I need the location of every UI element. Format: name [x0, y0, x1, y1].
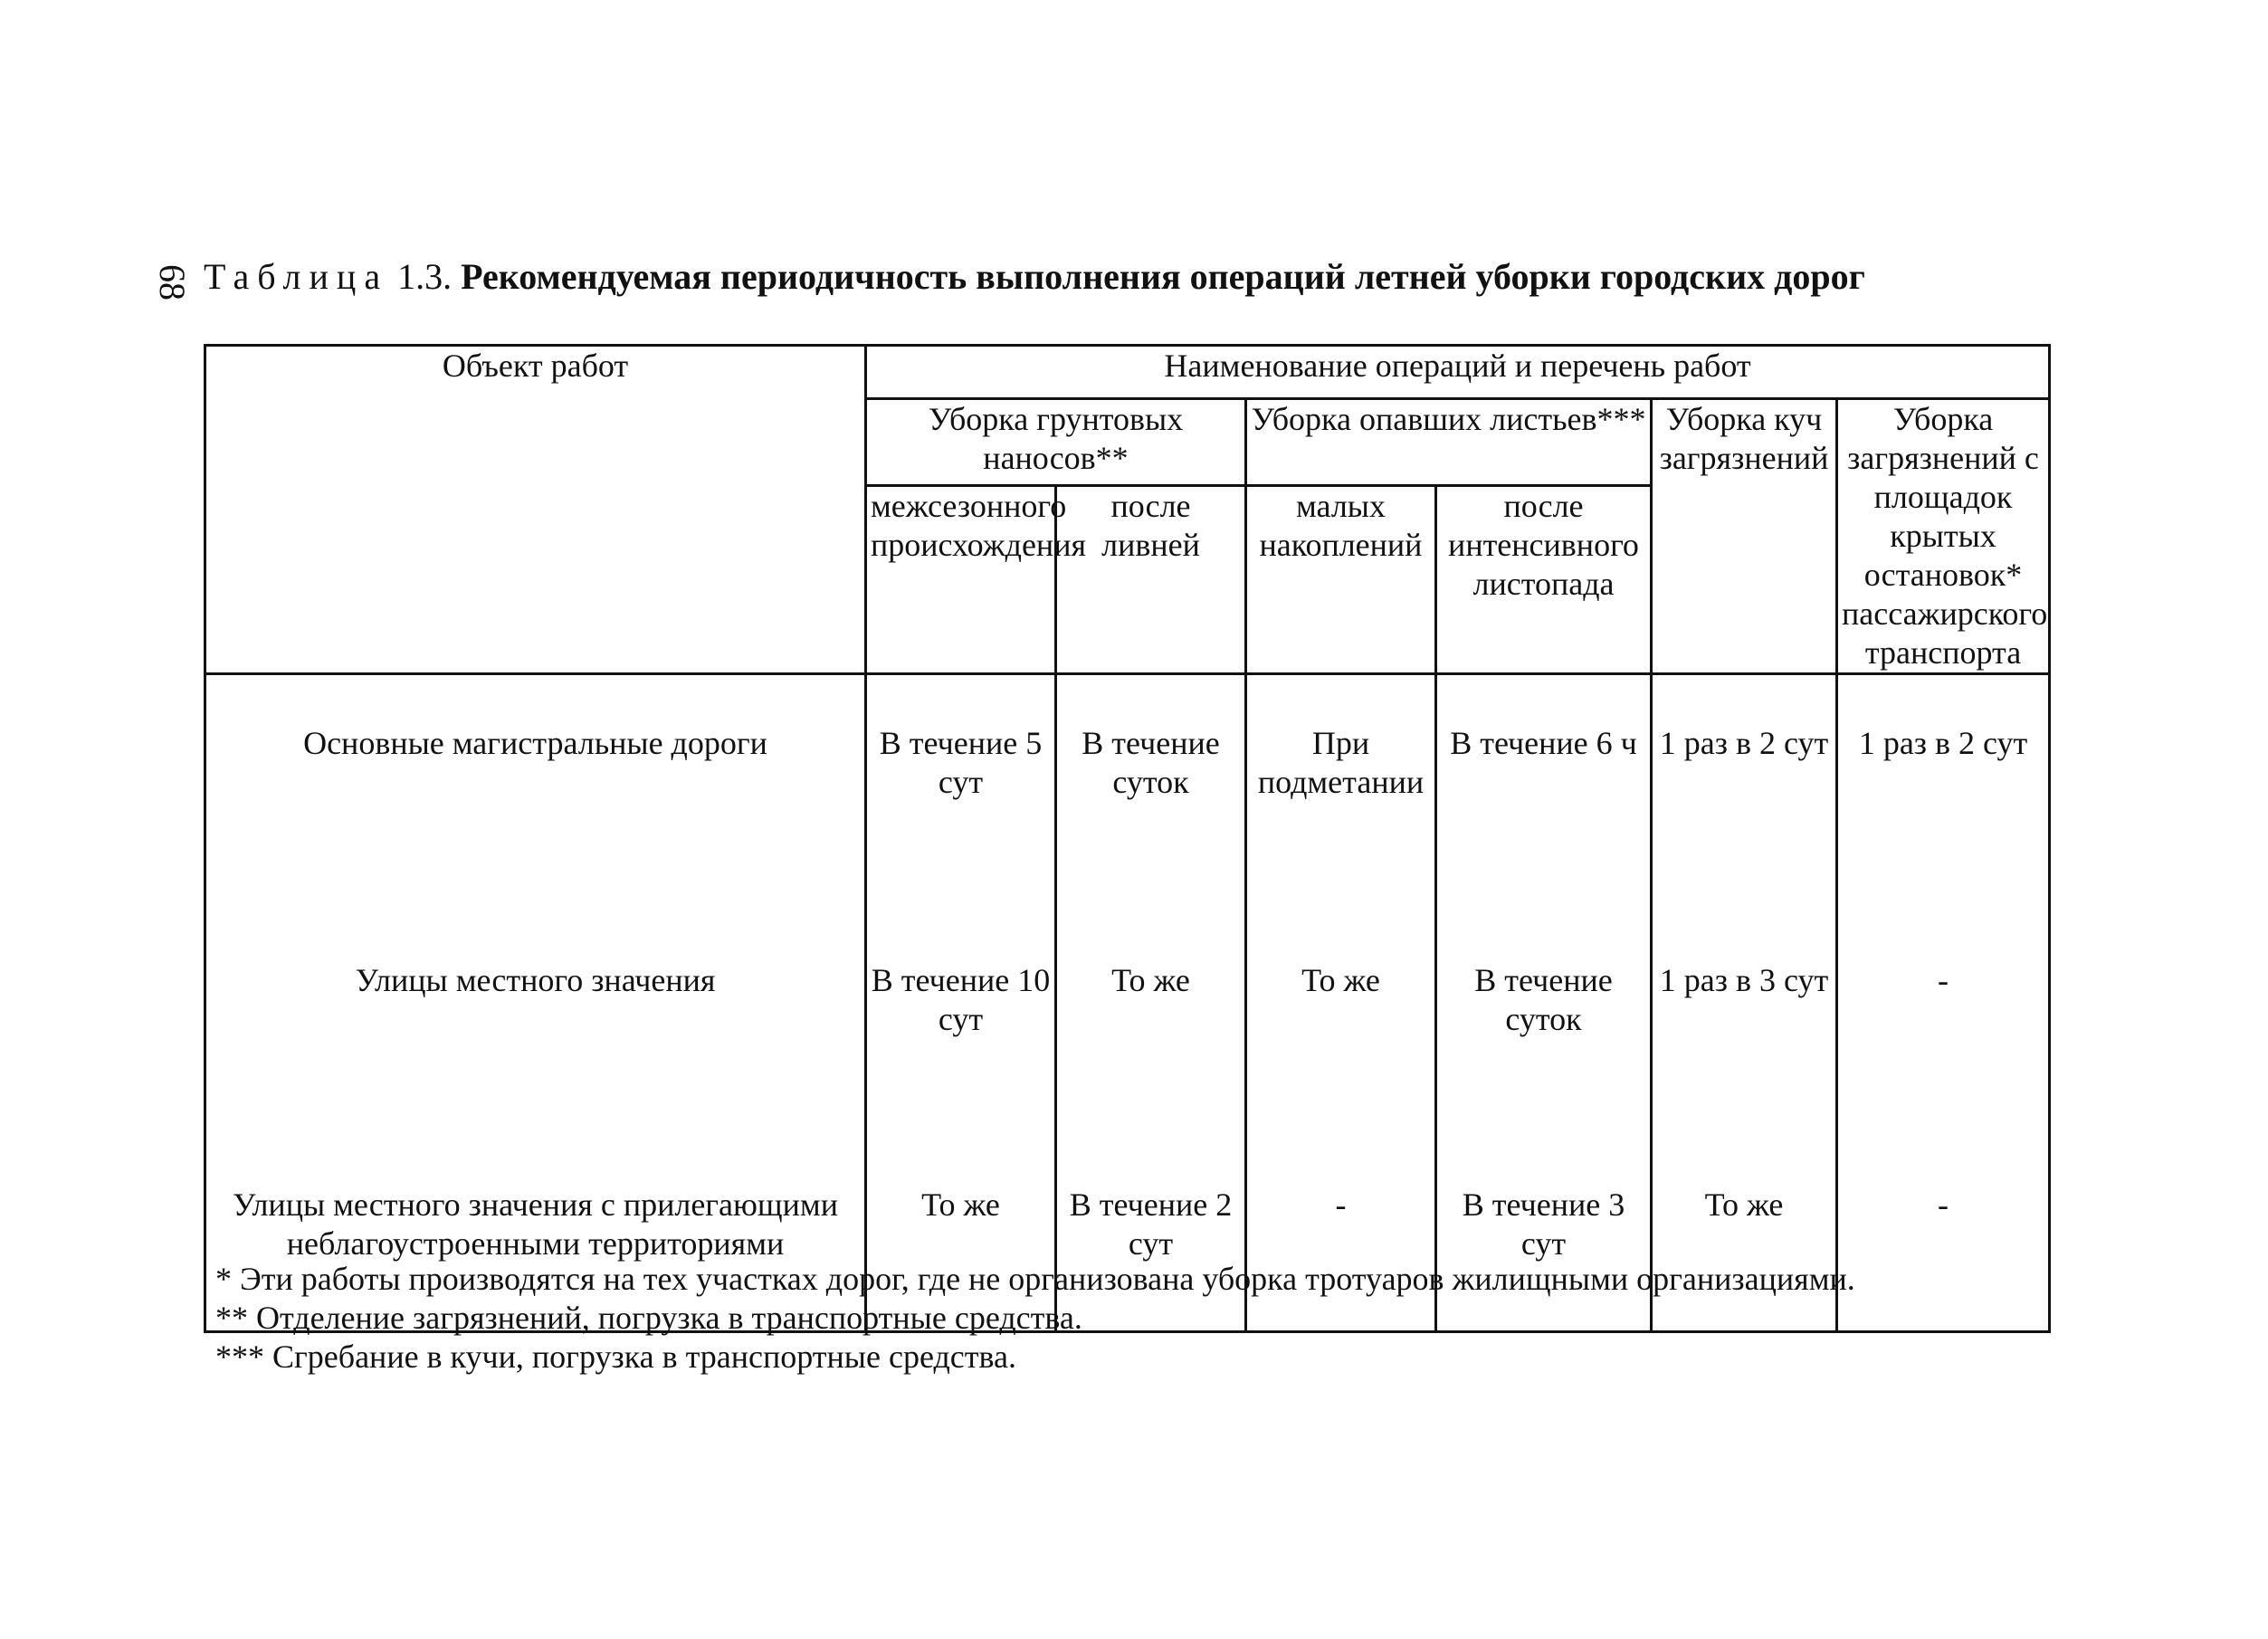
page-number: 68	[152, 264, 193, 300]
table-caption	[204, 252, 1865, 302]
table-cell: То же	[1246, 912, 1436, 1160]
header-operations: Наименование операций и перечень работ	[866, 346, 2050, 399]
table-cell: В течение 10 сут	[866, 912, 1056, 1160]
table-cell: 1 раз в 2 сут	[1837, 674, 2050, 913]
header-group-leaves: Уборка опавших листьев***	[1246, 399, 1652, 486]
table-cell: При подметании	[1246, 674, 1436, 913]
schedule-table	[204, 344, 2051, 1333]
header-object: Объект работ	[205, 346, 866, 674]
caption-title: Рекомендуемая периодичность выполнения операций летней уборки городских дорог	[461, 256, 1865, 297]
header-group-stops: Уборка загрязнений с площадок крытых остановок* пассажирского транспорта	[1837, 399, 2050, 674]
table-cell: 1 раз в 2 сут	[1652, 674, 1837, 913]
footnotes	[215, 1260, 1855, 1377]
table-cell: 1 раз в 3 сут	[1652, 912, 1837, 1160]
header-sub-after-rain: после ливней	[1056, 486, 1246, 674]
row-object: Улицы местного значения с прилегающими неблагоустроенными территориями	[205, 1160, 866, 1332]
header-group-piles: Уборка куч загрязнений	[1652, 399, 1837, 674]
caption-number: 1.3.	[397, 256, 453, 297]
table-cell: То же	[1652, 1160, 1837, 1332]
header-group-soil: Уборка грунтовых наносов**	[866, 399, 1246, 486]
table-cell: В течение суток	[1436, 912, 1652, 1160]
header-sub-small: малых накоплений	[1246, 486, 1436, 674]
row-object: Основные магистральные дороги	[205, 674, 866, 913]
footnote: * Эти работы производятся на тех участках дорог, где не организована уборка тротуаров жилищными организациями.	[215, 1261, 1855, 1297]
table-cell: В течение суток	[1056, 674, 1246, 913]
header-sub-interseason: межсезонного происхождения	[866, 486, 1056, 674]
table-cell: -	[1837, 912, 2050, 1160]
table-cell: -	[1837, 1160, 2050, 1332]
table-row	[205, 674, 2050, 913]
table-cell: В течение 2 сут	[1056, 1160, 1246, 1332]
row-object: Улицы местного значения	[205, 912, 866, 1160]
table-cell: То же	[866, 1160, 1056, 1332]
footnote: *** Сгребание в кучи, погрузка в транспортные средства.	[215, 1339, 1016, 1375]
header-sub-intensive: после интенсивного листопада	[1436, 486, 1652, 674]
table-cell: В течение 3 сут	[1436, 1160, 1652, 1332]
table-row	[205, 912, 2050, 1160]
caption-label: Таблица	[204, 256, 389, 297]
footnote: ** Отделение загрязнений, погрузка в транспортные средства.	[215, 1300, 1082, 1336]
table-cell: -	[1246, 1160, 1436, 1332]
table-cell: В течение 6 ч	[1436, 674, 1652, 913]
table-cell: То же	[1056, 912, 1246, 1160]
table-cell: В течение 5 сут	[866, 674, 1056, 913]
